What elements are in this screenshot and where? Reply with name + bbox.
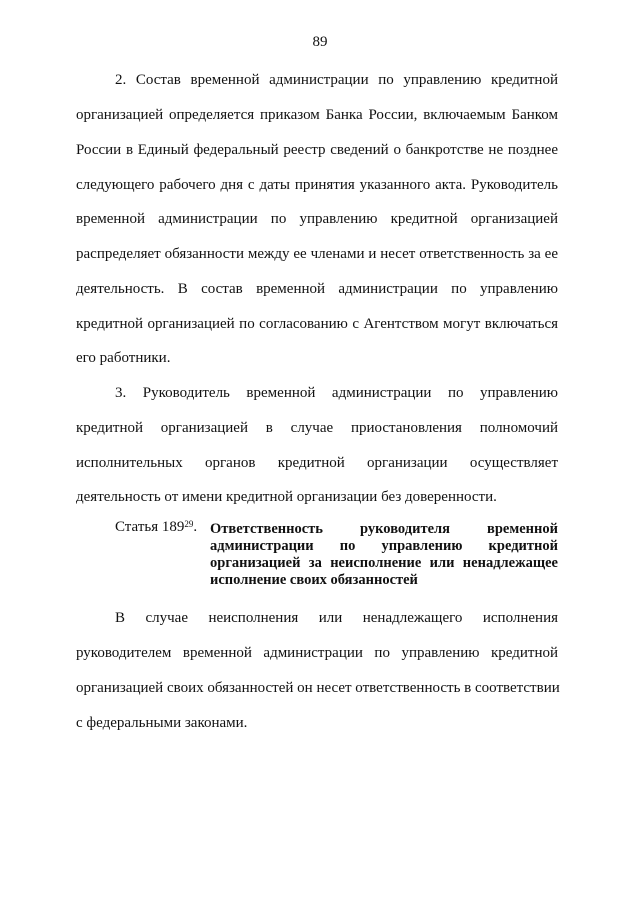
paragraph-2-line: России в Единый федеральный реестр сведений о банкротстве не позднее (76, 142, 558, 158)
paragraph-4-line: руководителем временной администрации по управлению кредитной (76, 645, 558, 661)
article-label-dot: . (193, 519, 198, 535)
paragraph-3-line: 3. Руководитель временной администрации по управлению (115, 385, 558, 401)
paragraph-4-line: организацией своих обязанностей он несет ответственность в соответствии (76, 680, 560, 696)
paragraph-4-line: В случае неисполнения или ненадлежащего исполнения (115, 610, 558, 626)
paragraph-3-line: исполнительных органов кредитной организации осуществляет (76, 455, 558, 471)
article-title (210, 521, 558, 589)
paragraph-3-line: кредитной организацией в случае приостановления полномочий (76, 420, 558, 436)
article-title-line: Ответственность руководителя временной (210, 521, 558, 537)
article-label (115, 518, 197, 536)
paragraph-3-line: деятельность от имени кредитной организации без доверенности. (76, 489, 497, 505)
paragraph-2-line: временной администрации по управлению кредитной организацией (76, 211, 558, 227)
paragraph-2-line: деятельность. В состав временной администрации по управлению (76, 281, 558, 297)
paragraph-2-line: распределяет обязанности между ее членами и несет ответственность за ее (76, 246, 558, 262)
article-title-line: администрации по управлению кредитной (210, 538, 558, 554)
paragraph-2-line: следующего рабочего дня с даты принятия указанного акта. Руководитель (76, 177, 558, 193)
article-title-line: организацией за неисполнение или ненадлежащее (210, 555, 558, 571)
paragraph-2-line: его работники. (76, 350, 171, 366)
article-label-text: Статья 189 (115, 519, 185, 535)
article-superscript: 29 (184, 519, 194, 529)
paragraph-2-line: кредитной организацией по согласованию с Агентством могут включаться (76, 316, 558, 332)
paragraph-4-line: с федеральными законами. (76, 715, 248, 731)
page-number: 89 (312, 34, 328, 50)
paragraph-2-line: 2. Состав временной администрации по управлению кредитной (115, 72, 558, 88)
article-title-line: исполнение своих обязанностей (210, 572, 418, 588)
paragraph-2-line: организацией определяется приказом Банка России, включаемым Банком (76, 107, 558, 123)
